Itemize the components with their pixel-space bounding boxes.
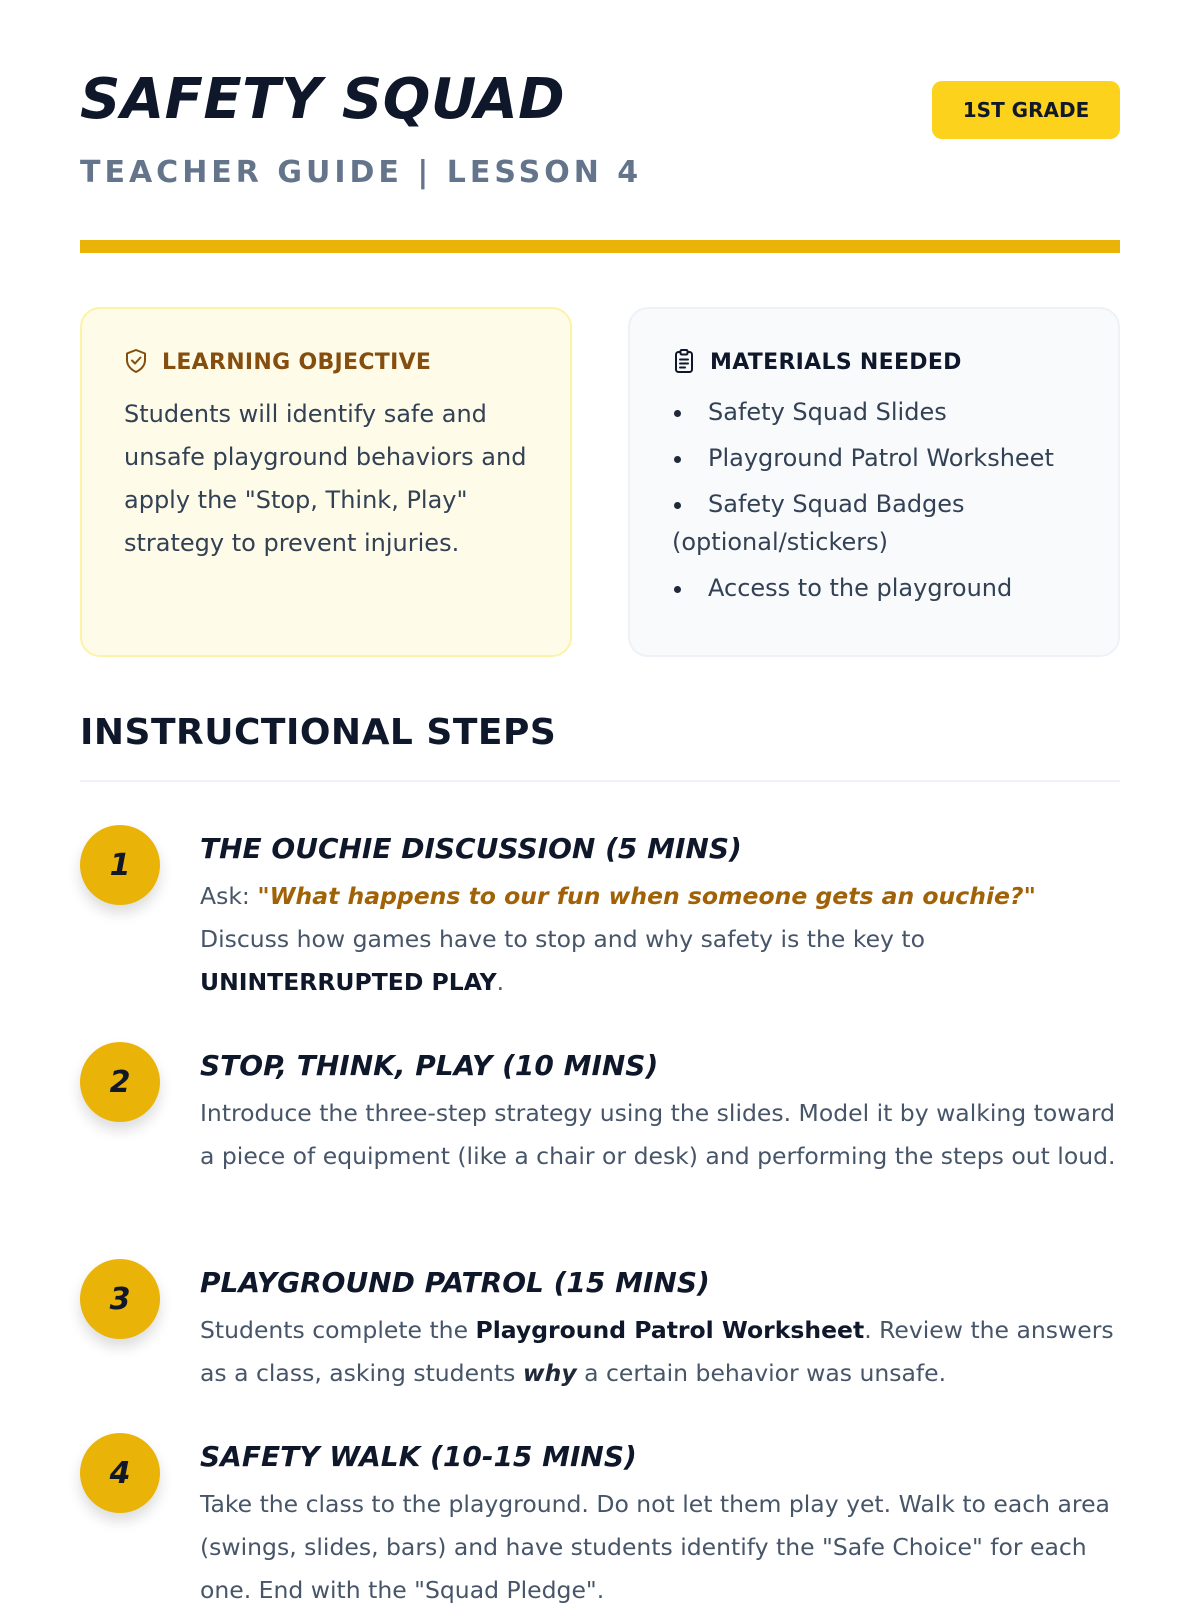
step-emphasis: UNINTERRUPTED PLAY [200, 968, 497, 996]
list-item: Access to the playground [672, 569, 1076, 607]
step-text-part: Students complete the [200, 1316, 476, 1344]
list-item: Playground Patrol Worksheet [672, 439, 1076, 477]
learning-objective-card [80, 307, 572, 657]
step-text-part: . Review the answers as a class, asking students [200, 1316, 1114, 1387]
step-text-part: Ask: [200, 882, 258, 910]
materials-header [672, 349, 1076, 377]
step-text-part: . [496, 968, 505, 996]
page-title: SAFETY SQUAD [80, 67, 566, 132]
page-header [80, 0, 1120, 254]
step-number-badge: 4 [80, 1433, 160, 1513]
clipboard-icon [672, 348, 696, 378]
learning-objective-text: Students will identify safe and unsafe playground behaviors and apply the "Stop, Think, Play" strategy to prevent injuries. [124, 400, 527, 557]
learning-objective-header [124, 349, 528, 377]
info-cards [80, 307, 1120, 659]
step-title: THE OUCHIE DISCUSSION (5 MINS) [200, 832, 742, 865]
step-body [200, 825, 1120, 1004]
lesson-page [80, 0, 1120, 1604]
list-item: Safety Squad Slides [672, 393, 1076, 431]
step-title: STOP, THINK, PLAY (10 MINS) [200, 1049, 659, 1082]
steps-section-title: INSTRUCTIONAL STEPS [80, 712, 557, 753]
learning-objective-label: LEARNING OBJECTIVE [162, 350, 432, 375]
header-divider [80, 240, 1120, 253]
page-subtitle: TEACHER GUIDE | LESSON 4 [80, 155, 643, 190]
list-item: Safety Squad Badges (optional/stickers) [672, 485, 1076, 561]
step-emphasis-italic: why [522, 1359, 577, 1387]
steps-divider [80, 780, 1120, 782]
step-title: SAFETY WALK (10-15 MINS) [200, 1440, 637, 1473]
step-body [200, 1259, 1120, 1395]
step-text [200, 1309, 1120, 1395]
materials-list [672, 393, 1076, 607]
step-number-badge: 2 [80, 1042, 160, 1122]
step-body [200, 1042, 1120, 1178]
materials-card [628, 307, 1120, 657]
shield-check-icon [124, 348, 148, 378]
step-title: PLAYGROUND PATROL (15 MINS) [200, 1266, 710, 1299]
step-text: Take the class to the playground. Do not let them play yet. Walk to each area (swings, slides, bars) and have students identify the "Safe Choice" for each one. End with the "Squad Pledge". [200, 1490, 1110, 1604]
step-number-badge: 3 [80, 1259, 160, 1339]
step-body [200, 1433, 1120, 1612]
step-text: Introduce the three-step strategy using the slides. Model it by walking toward a piece of equipment (like a chair or desk) and performing the steps out loud. [200, 1099, 1116, 1170]
grade-badge: 1ST GRADE [932, 81, 1120, 139]
materials-label: MATERIALS NEEDED [710, 350, 962, 375]
step-emphasis: Playground Patrol Worksheet [475, 1316, 865, 1344]
step-number-badge: 1 [80, 825, 160, 905]
step-text [200, 875, 1120, 1004]
step-text-part: Discuss how games have to stop and why safety is the key to [200, 925, 926, 953]
step-quote: "What happens to our fun when someone gets an ouchie?" [257, 882, 1036, 910]
step-text-part: a certain behavior was unsafe. [576, 1359, 947, 1387]
